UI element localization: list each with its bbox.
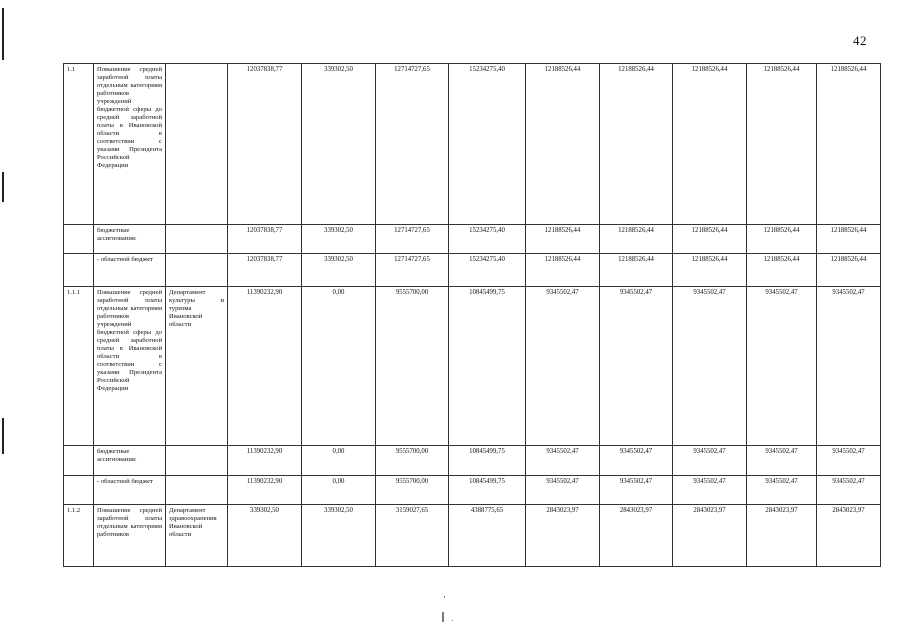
value-cell: 9345502,47 — [526, 287, 600, 446]
value-cell: 9555700,00 — [376, 476, 449, 505]
value-cell: 9555700,00 — [376, 287, 449, 446]
value-cell: 9345502,47 — [817, 446, 881, 476]
value-cell: 12188526,44 — [600, 64, 673, 225]
value-cell: 9345502,47 — [526, 446, 600, 476]
value-cell: 15234275,40 — [449, 64, 526, 225]
value-cell: 9345502,47 — [526, 476, 600, 505]
row-responsible — [166, 476, 228, 505]
row-name: бюджетные ассигнования: — [94, 225, 166, 254]
value-cell: 10845499,75 — [449, 287, 526, 446]
value-cell: 0,00 — [302, 287, 376, 446]
row-code — [64, 476, 94, 505]
scan-speck — [444, 596, 445, 598]
binding-mark — [2, 418, 4, 454]
value-cell: 10845499,75 — [449, 476, 526, 505]
row-code — [64, 225, 94, 254]
row-code: 1.1.2 — [64, 505, 94, 567]
value-cell: 2843023,97 — [673, 505, 747, 567]
row-name: Повышение средней заработной платы отдельным категориям работников учреждений бюджетной сферы до средней заработной платы в Ивановской области в соответствии с указами Президента Российской Федерации — [94, 287, 166, 446]
row-name: - областной бюджет — [94, 254, 166, 287]
value-cell: 3159027,65 — [376, 505, 449, 567]
value-cell: 12188526,44 — [817, 64, 881, 225]
value-cell: 11390232,90 — [228, 476, 302, 505]
value-cell: 12037838,77 — [228, 254, 302, 287]
row-name: Повышение средней заработной платы отдельным категориям работников учреждений бюджетной сферы до средней заработной платы в Ивановской области в соответствии с указами Президента Российской Федерации — [94, 64, 166, 225]
binding-mark — [2, 8, 4, 60]
value-cell: 12188526,44 — [817, 225, 881, 254]
value-cell: 10845499,75 — [449, 446, 526, 476]
table-row — [64, 287, 881, 446]
value-cell: 9345502,47 — [600, 446, 673, 476]
row-responsible — [166, 446, 228, 476]
value-cell: 2843023,97 — [747, 505, 817, 567]
value-cell: 339302,50 — [302, 64, 376, 225]
row-name: Повышение средней заработной платы отдельным категориям работников — [94, 505, 166, 567]
value-cell: 12037838,77 — [228, 225, 302, 254]
value-cell: 0,00 — [302, 446, 376, 476]
value-cell: 339302,50 — [302, 254, 376, 287]
row-responsible — [166, 225, 228, 254]
row-responsible: Департамент здравоохранения Ивановской области — [166, 505, 228, 567]
value-cell: 0,00 — [302, 476, 376, 505]
value-cell: 12188526,44 — [747, 64, 817, 225]
row-name: бюджетные ассигнования: — [94, 446, 166, 476]
value-cell: 9345502,47 — [747, 287, 817, 446]
value-cell: 9345502,47 — [747, 476, 817, 505]
value-cell: 12188526,44 — [747, 254, 817, 287]
table-row — [64, 446, 881, 476]
value-cell: 12188526,44 — [817, 254, 881, 287]
value-cell: 12188526,44 — [600, 225, 673, 254]
value-cell: 12714727,65 — [376, 64, 449, 225]
value-cell: 11390232,90 — [228, 287, 302, 446]
row-code — [64, 446, 94, 476]
row-code: 1.1.1 — [64, 287, 94, 446]
scan-speck — [442, 612, 444, 622]
value-cell: 9345502,47 — [817, 476, 881, 505]
value-cell: 12714727,65 — [376, 225, 449, 254]
binding-mark — [2, 172, 4, 202]
value-cell: 2843023,97 — [526, 505, 600, 567]
value-cell: 9555700,00 — [376, 446, 449, 476]
table-row — [64, 505, 881, 567]
row-responsible — [166, 254, 228, 287]
table-row — [64, 476, 881, 505]
value-cell: 4388775,65 — [449, 505, 526, 567]
row-code — [64, 254, 94, 287]
value-cell: 12188526,44 — [673, 225, 747, 254]
scan-speck — [452, 620, 453, 621]
value-cell: 12188526,44 — [526, 225, 600, 254]
value-cell: 12188526,44 — [673, 64, 747, 225]
value-cell: 12188526,44 — [526, 254, 600, 287]
value-cell: 9345502,47 — [673, 446, 747, 476]
value-cell: 12188526,44 — [673, 254, 747, 287]
page-number: 42 — [853, 33, 867, 48]
row-responsible — [166, 64, 228, 225]
value-cell: 12188526,44 — [600, 254, 673, 287]
value-cell: 9345502,47 — [747, 446, 817, 476]
table-row — [64, 254, 881, 287]
value-cell: 339302,50 — [302, 505, 376, 567]
value-cell: 9345502,47 — [673, 287, 747, 446]
budget-table — [63, 63, 881, 567]
value-cell: 12037838,77 — [228, 64, 302, 225]
table-row — [64, 225, 881, 254]
value-cell: 12188526,44 — [526, 64, 600, 225]
value-cell: 15234275,40 — [449, 254, 526, 287]
value-cell: 9345502,47 — [673, 476, 747, 505]
row-responsible: Департамент культуры и туризма Ивановской области — [166, 287, 228, 446]
row-code: 1.1 — [64, 64, 94, 225]
value-cell: 12714727,65 — [376, 254, 449, 287]
value-cell: 2843023,97 — [817, 505, 881, 567]
table-row — [64, 64, 881, 225]
value-cell: 15234275,40 — [449, 225, 526, 254]
row-name: - областной бюджет — [94, 476, 166, 505]
value-cell: 11390232,90 — [228, 446, 302, 476]
value-cell: 339302,50 — [302, 225, 376, 254]
value-cell: 9345502,47 — [600, 476, 673, 505]
value-cell: 12188526,44 — [747, 225, 817, 254]
value-cell: 2843023,97 — [600, 505, 673, 567]
value-cell: 339302,50 — [228, 505, 302, 567]
value-cell: 9345502,47 — [817, 287, 881, 446]
value-cell: 9345502,47 — [600, 287, 673, 446]
